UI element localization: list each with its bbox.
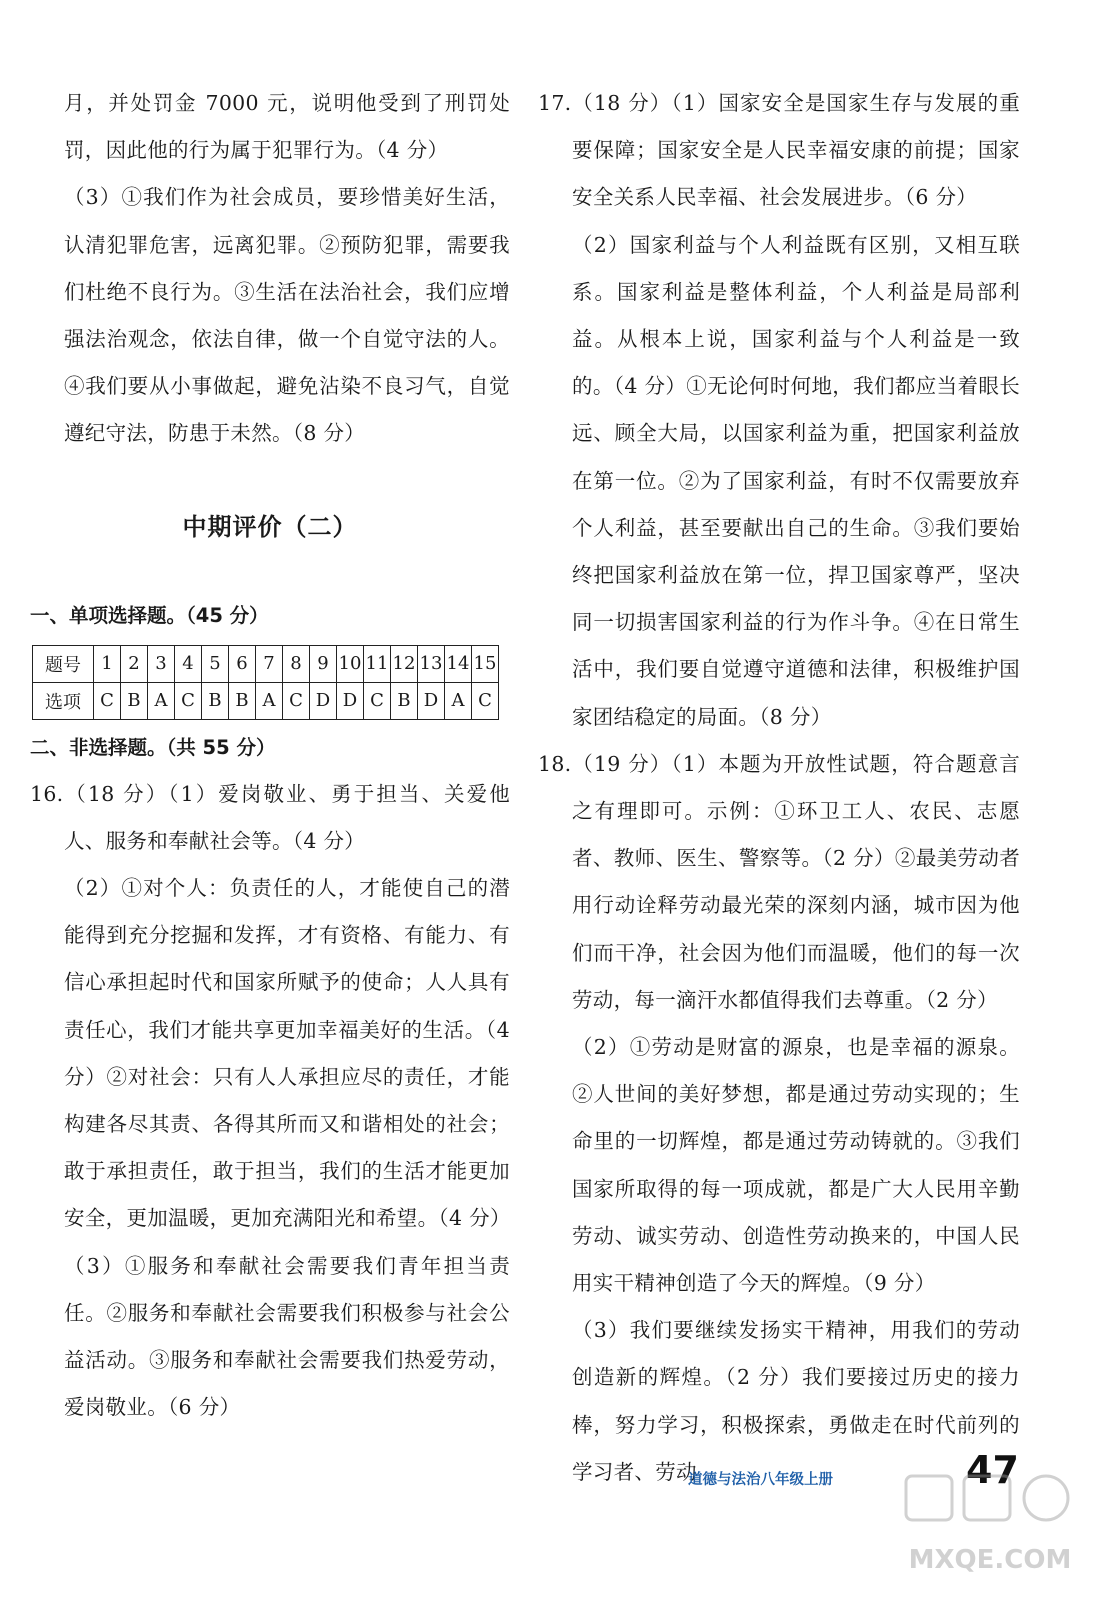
book-title-footer: 道德与法治八年级上册 <box>688 1472 833 1488</box>
answer-18-2: （2）①劳动是财富的源泉，也是幸福的源泉。②人世间的美好梦想，都是通过劳动实现的；生命里的一切辉煌，都是通过劳动铸就的。③我们国家所取得的每一项成就，都是广大人民用辛勤劳动、诚实劳动、创造性劳动换来的，中国人民用实干精神创造了今天的辉煌。（9 分） <box>572 1035 1020 1296</box>
right-column <box>538 80 1020 1496</box>
answer-16-1: 16.（18 分）（1）爱岗敬业、勇于担当、关爱他人、服务和奉献社会等。（4 分） <box>30 781 510 853</box>
answer-16-2: （2）①对个人：负责任的人，才能使自己的潜能得到充分挖掘和发挥，才有资格、有能力、有信心承担起时代和国家所赋予的使命；人人具有责任心，我们才能共享更加幸福美好的生活。（4 分）②对社会：只有人人承担应尽的责任，才能构建各尽其责、各得其所而又和谐相处的社会；敢于承担责任，敢于担当，我们的生活才能更加安全，更加温暖，更加充满阳光和希望。（4 分） <box>64 876 511 1231</box>
table-cell-answer: D <box>418 682 445 719</box>
table-cell-answer: C <box>94 682 121 719</box>
svg-text:MXQE.COM: MXQE.COM <box>908 1545 1072 1575</box>
answer-18-1: 18.（19 分）（1）本题为开放性试题，符合题意言之有理即可。示例：①环卫工人、农民、志愿者、教师、医生、警察等。（2 分）②最美劳动者用行动诠释劳动最光荣的深刻内涵，城市因为他们而干净，社会因为他们而温暖，他们的每一次劳动，每一滴汗水都值得我们去尊重。（2 分） <box>538 751 1020 1012</box>
table-cell-answer: B <box>202 682 229 719</box>
answer-table-number-row <box>33 645 499 682</box>
answer-table <box>32 645 499 720</box>
table-cell-answer: C <box>283 682 310 719</box>
table-cell-number: 10 <box>337 645 364 682</box>
table-cell-answer: A <box>256 682 283 719</box>
table-cell-answer: B <box>121 682 148 719</box>
table-cell-number: 4 <box>175 645 202 682</box>
table-cell-number: 11 <box>364 645 391 682</box>
table-cell-number: 13 <box>418 645 445 682</box>
table-cell-answer: C <box>175 682 202 719</box>
answer-15-2-continued: 月，并处罚金 7000 元，说明他受到了刑罚处罚，因此他的行为属于犯罪行为。（4 分） <box>64 91 510 163</box>
left-column <box>30 80 510 1431</box>
table-cell-answer: B <box>391 682 418 719</box>
answer-17-1: 17.（18 分）（1）国家安全是国家生存与发展的重要保障；国家安全是人民幸福安康的前提；国家安全关系人民幸福、社会发展进步。（6 分） <box>538 91 1020 210</box>
table-cell-number: 14 <box>445 645 472 682</box>
answer-16-3: （3）①服务和奉献社会需要我们青年担当责任。②服务和奉献社会需要我们积极参与社会公益活动。③服务和奉献社会需要我们热爱劳动，爱岗敬业。（6 分） <box>64 1253 510 1420</box>
table-cell-number: 3 <box>148 645 175 682</box>
table-cell-answer: B <box>229 682 256 719</box>
table-cell-number: 8 <box>283 645 310 682</box>
table-cell-answer: C <box>472 682 499 719</box>
page-number: 47 <box>966 1448 1019 1492</box>
answer-table-choice-row <box>33 682 499 719</box>
table-cell-answer: A <box>148 682 175 719</box>
table-cell-number: 15 <box>472 645 499 682</box>
table-cell-number: 7 <box>256 645 283 682</box>
section-title: 中期评价（二） <box>182 512 358 541</box>
answer-18-3: （3）我们要继续发扬实干精神，用我们的劳动创造新的辉煌。（2 分）我们要接过历史的接力棒，努力学习，积极探索，勇做走在时代前列的学习者、劳动 <box>572 1318 1020 1484</box>
table-cell-answer: C <box>364 682 391 719</box>
table-header-number: 题号 <box>33 645 94 682</box>
table-cell-number: 6 <box>229 645 256 682</box>
section-single-choice-heading: 一、单项选择题。（45 分） <box>30 603 269 627</box>
watermark-logo-icon <box>900 1468 1080 1586</box>
table-cell-number: 5 <box>202 645 229 682</box>
table-cell-answer: D <box>337 682 364 719</box>
table-cell-number: 2 <box>121 645 148 682</box>
section-non-choice-heading: 二、非选择题。（共 55 分） <box>30 735 276 759</box>
table-cell-number: 12 <box>391 645 418 682</box>
table-cell-answer: D <box>310 682 337 719</box>
table-cell-answer: A <box>445 682 472 719</box>
table-header-choice: 选项 <box>33 682 94 719</box>
answer-17-2: （2）国家利益与个人利益既有区别，又相互联系。国家利益是整体利益，个人利益是局部利益。从根本上说，国家利益与个人利益是一致的。（4 分）①无论何时何地，我们都应当着眼长远、顾全大局，以国家利益为重，把国家利益放在第一位。②为了国家利益，有时不仅需要放弃个人利益，甚至要献出自己的生命。③我们要始终把国家利益放在第一位，捍卫国家尊严，坚决同一切损害国家利益的行为作斗争。④在日常生活中，我们要自觉遵守道德和法律，积极维护国家团结稳定的局面。（8 分） <box>572 232 1020 729</box>
table-cell-number: 9 <box>310 645 337 682</box>
answer-15-3: （3）①我们作为社会成员，要珍惜美好生活，认清犯罪危害，远离犯罪。②预防犯罪，需要我们杜绝不良行为。③生活在法治社会，我们应增强法治观念，依法自律，做一个自觉守法的人。④我们要从小事做起，避免沾染不良习气，自觉遵纪守法，防患于未然。（8 分） <box>64 185 510 446</box>
table-cell-number: 1 <box>94 645 121 682</box>
